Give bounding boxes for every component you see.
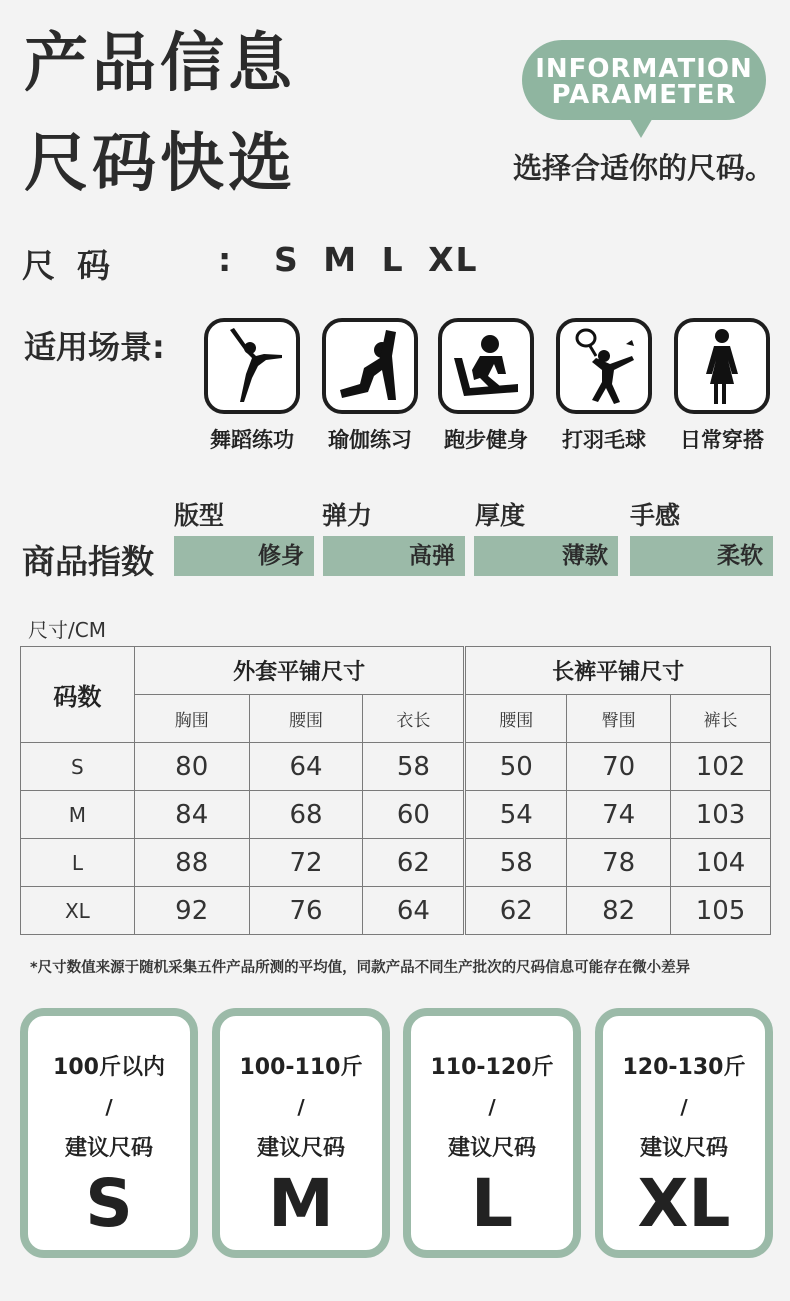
table-row xyxy=(21,791,771,839)
column-header: 衣长 xyxy=(363,695,465,743)
recommend-card-l xyxy=(403,1008,581,1258)
card-size: XL xyxy=(637,1165,731,1242)
size-colon: : xyxy=(218,240,232,279)
table-cell: 105 xyxy=(671,887,771,935)
info-bubble xyxy=(522,40,766,120)
table-code-header: 码数 xyxy=(21,647,135,743)
table-cell: 92 xyxy=(134,887,249,935)
card-label: 建议尺码 xyxy=(64,1136,153,1161)
table-unit: 尺寸/CM xyxy=(28,618,106,642)
table-cell: 58 xyxy=(363,743,465,791)
table-cell: 80 xyxy=(134,743,249,791)
row-size: L xyxy=(21,839,135,887)
table-cell: 70 xyxy=(567,743,671,791)
index-name-elasticity: 弹力 xyxy=(322,501,373,530)
table-cell: 103 xyxy=(671,791,771,839)
bubble-tail xyxy=(628,116,654,138)
scene-item-badminton xyxy=(556,318,652,454)
table-cell: 88 xyxy=(134,839,249,887)
index-value-thickness: 薄款 xyxy=(474,536,618,576)
row-size: M xyxy=(21,791,135,839)
table-row xyxy=(21,887,771,935)
row-size: S xyxy=(21,743,135,791)
table-cell: 78 xyxy=(567,839,671,887)
size-table xyxy=(20,646,771,935)
table-cell: 50 xyxy=(465,743,567,791)
table-cell: 102 xyxy=(671,743,771,791)
table-cell: 64 xyxy=(363,887,465,935)
table-row xyxy=(21,839,771,887)
table-cell: 74 xyxy=(567,791,671,839)
table-cell: 64 xyxy=(249,743,363,791)
table-cell: 54 xyxy=(465,791,567,839)
index-name-thickness: 厚度 xyxy=(475,501,526,530)
card-weight: 110-120斤 xyxy=(430,1055,554,1080)
yoga-icon xyxy=(322,318,418,414)
scene-item-daily xyxy=(674,318,770,454)
card-slash: / xyxy=(297,1095,305,1119)
card-size: M xyxy=(268,1165,334,1242)
column-header: 臀围 xyxy=(567,695,671,743)
table-cell: 82 xyxy=(567,887,671,935)
recommend-card-m xyxy=(212,1008,390,1258)
index-name-feel: 手感 xyxy=(630,501,681,530)
table-group-pants: 长裤平铺尺寸 xyxy=(465,647,771,695)
card-weight: 120-130斤 xyxy=(622,1055,746,1080)
column-header: 腰围 xyxy=(249,695,363,743)
card-weight: 100斤以内 xyxy=(53,1055,165,1080)
table-cell: 62 xyxy=(363,839,465,887)
row-size: XL xyxy=(21,887,135,935)
card-slash: / xyxy=(680,1095,688,1119)
card-size: S xyxy=(85,1165,133,1242)
table-row xyxy=(21,743,771,791)
scene-label: 适用场景: xyxy=(24,328,165,366)
table-cell: 68 xyxy=(249,791,363,839)
card-label: 建议尺码 xyxy=(639,1136,728,1161)
index-value-elasticity: 高弹 xyxy=(323,536,465,576)
table-cell: 104 xyxy=(671,839,771,887)
table-cell: 76 xyxy=(249,887,363,935)
scene-item-running xyxy=(438,318,534,454)
measurement-note: *尺寸数值来源于随机采集五件产品所测的平均值，同款产品不同生产批次的尺码信息可能存在微小差异 xyxy=(30,960,691,976)
bubble-line-2: PARAMETER xyxy=(551,80,737,110)
dance-icon xyxy=(204,318,300,414)
scene-caption: 跑步健身 xyxy=(444,428,528,452)
index-label: 商品指数 xyxy=(22,542,154,581)
table-cell: 60 xyxy=(363,791,465,839)
size-list xyxy=(22,240,479,287)
index-value-feel: 柔软 xyxy=(630,536,773,576)
badminton-icon xyxy=(556,318,652,414)
page-subtitle: 尺码快选 xyxy=(24,127,296,201)
index-value-fit: 修身 xyxy=(174,536,314,576)
card-size: L xyxy=(470,1165,514,1242)
scene-caption: 瑜伽练习 xyxy=(328,428,412,452)
scene-caption: 日常穿搭 xyxy=(680,428,764,452)
size-label: 尺码 xyxy=(22,246,132,285)
recommend-card-s xyxy=(20,1008,198,1258)
card-slash: / xyxy=(105,1095,113,1119)
bubble-line-1: INFORMATION xyxy=(535,54,753,84)
table-group-jacket: 外套平铺尺寸 xyxy=(134,647,465,695)
size-values: S M L XL xyxy=(274,240,479,279)
scene-item-dance xyxy=(204,318,300,454)
table-cell: 84 xyxy=(134,791,249,839)
page-title: 产品信息 xyxy=(24,27,296,101)
card-label: 建议尺码 xyxy=(256,1136,345,1161)
column-header: 腰围 xyxy=(465,695,567,743)
woman-icon xyxy=(674,318,770,414)
index-name-fit: 版型 xyxy=(174,501,225,530)
scene-caption: 打羽毛球 xyxy=(562,428,646,452)
card-weight: 100-110斤 xyxy=(239,1055,363,1080)
treadmill-icon xyxy=(438,318,534,414)
table-cell: 72 xyxy=(249,839,363,887)
card-label: 建议尺码 xyxy=(447,1136,536,1161)
column-header: 胸围 xyxy=(134,695,249,743)
recommend-card-xl xyxy=(595,1008,773,1258)
table-cell: 58 xyxy=(465,839,567,887)
card-slash: / xyxy=(488,1095,496,1119)
column-header: 裤长 xyxy=(671,695,771,743)
size-guide-caption: 选择合适你的尺码。 xyxy=(512,151,774,185)
scene-caption: 舞蹈练功 xyxy=(210,428,294,452)
table-cell: 62 xyxy=(465,887,567,935)
scene-item-yoga xyxy=(322,318,418,454)
